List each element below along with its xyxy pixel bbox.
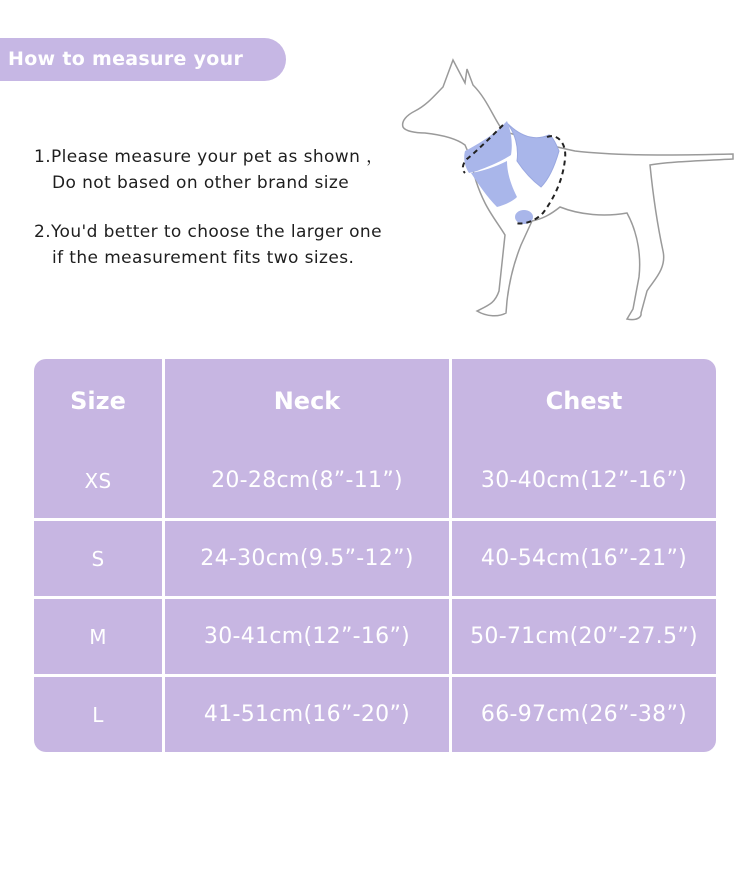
table-row (34, 521, 716, 599)
neck-cell: 41-51cm(16”-20”) (165, 677, 452, 752)
chest-cell: 30-40cm(12”-16”) (452, 443, 716, 521)
instructions (34, 144, 414, 294)
instruction-text: 1.Please measure your pet as shown ， (34, 147, 384, 167)
neck-cell: 30-41cm(12”-16”) (165, 599, 452, 677)
column-header-size: Size (34, 359, 165, 443)
instruction-item (34, 219, 414, 271)
chest-cell: 50-71cm(20”-27.5”) (452, 599, 716, 677)
page-title: How to measure your pet (0, 38, 286, 81)
instruction-text: if the measurement fits two sizes. (52, 248, 355, 268)
size-cell: M (34, 599, 165, 677)
table-row (34, 599, 716, 677)
size-cell: XS (34, 443, 165, 521)
chest-cell: 66-97cm(26”-38”) (480, 702, 688, 727)
instruction-text: 2.You'd better to choose the larger one (34, 222, 382, 242)
column-header-neck: Neck (165, 359, 452, 443)
table-header-row (34, 359, 716, 443)
column-header-chest: Chest (545, 387, 623, 415)
dog-harness-illustration (395, 55, 740, 325)
chest-cell: 40-54cm(16”-21”) (452, 521, 716, 599)
instruction-text: Do not based on other brand size (52, 173, 350, 193)
neck-cell: 20-28cm(8”-11”) (165, 443, 452, 521)
dog-outline (403, 60, 733, 320)
instruction-item (34, 144, 414, 196)
size-cell: L (34, 677, 165, 752)
table-row (34, 677, 716, 752)
size-chart-table (34, 359, 716, 752)
size-cell: S (34, 521, 165, 599)
neck-cell: 24-30cm(9.5”-12”) (165, 521, 452, 599)
table-row (34, 443, 716, 521)
